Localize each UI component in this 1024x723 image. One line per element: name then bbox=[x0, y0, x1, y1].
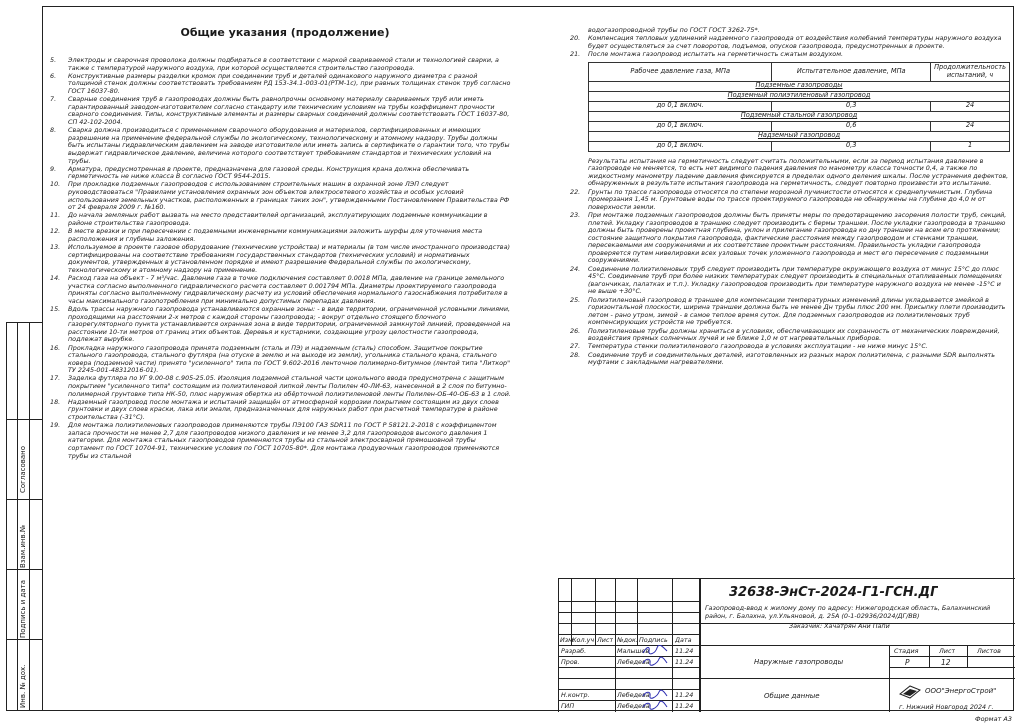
note-text: Арматура, предусмотренная в проекте, предназначена для газовой среды. Конструкция крана должна обеспечивать герметичность не ниже класса В согласно ГОСТ 9544-2015. bbox=[68, 164, 470, 181]
note-item bbox=[50, 375, 512, 398]
right-intro: водогазопроводной трубы по ГОСТ ГОСТ 3262-75*. bbox=[588, 26, 760, 34]
table-header: Испытательное давление, МПа bbox=[772, 62, 931, 81]
date-razrab: 11.24 bbox=[675, 647, 694, 655]
right-column-notes bbox=[570, 27, 1010, 367]
note-text: Соединение полиэтиленовых труб следует производить при температуре окружающего воздуха от минус 15°С до плюс 45°С. Соединение труб при более низких температурах следует производить в специальных отапливаемых помещениях (вагончиках, палатках и т.п.). Укладку газопроводов производить при температуре наружного воздуха не менее -15°С и не выше +30°С. bbox=[588, 264, 1002, 296]
note-text: Для монтажа полиэтиленовых газопроводов применяются трубы ПЭ100 ГАЗ SDR11 по ГОСТ Р 58121.2-2018 с коэффициентом запаса прочности не менее 2,7 для газопроводов низкого давления и не менее 3,2 для газопроводов высокого давления 1 категории. Для монтажа стальных газопроводов применяются трубы из стальной электросварной прямошовной трубы сортамент по ГОСТ 10704-91, технические условия по ГОСТ 10705-80*. Для монтажа продувочных газопроводов применяются трубы из стальной bbox=[68, 421, 500, 460]
role-gip: ГИП bbox=[561, 702, 575, 710]
note-number: 9. bbox=[50, 164, 57, 173]
table-cell: 24 bbox=[931, 121, 1010, 131]
note-item bbox=[50, 212, 512, 227]
document-code: 32638-ЭнСт-2024-Г1-ГСН.ДГ bbox=[729, 585, 939, 600]
note-text: Вдоль трассы наружного газопровода устанавливаются охранные зоны: - в виде территории, ограниченной условными линиями, проходящими на расстоянии 2-х метров с каждой стороны газопровода; - вокруг отдельно стоящего блочного газорегуляторного пункта устанавливается охранная зона в виде территории, ограниченной замкнутой линией, проведенной на расстоянии 10-ти метров от границ этих объектов. Деревья и кустарники, создающие угрозу целостности газопровода, подлежат вырубке. bbox=[68, 304, 511, 344]
name-gip: Лебедева bbox=[617, 702, 650, 710]
note-item bbox=[50, 127, 512, 165]
note-number: 25. bbox=[570, 295, 581, 304]
customer: Заказчик: Хачатрян Ани Папи bbox=[789, 622, 890, 630]
name-nkontr: Лебедева bbox=[617, 691, 650, 699]
side-label-soglasovano: Согласовано bbox=[19, 445, 27, 493]
note-text: Прокладка наружного газопровода принята подземным (сталь и ПЭ) и надземным (сталь) способом. Защитное покрытие стального газопровода, стального футляра (на отуске в землю и на выходе из земли), угольника стального крана, стального ковера (подземной части) принято "усиленного" типа по ГОСТ 9.602-2016 ленточное полимерно-битумное (лентой типа "Литкор" ТУ 2245-001-48312016-01). bbox=[68, 343, 511, 375]
note-number: 8. bbox=[50, 126, 57, 135]
table-group-title: Подземные газопроводы bbox=[589, 81, 1010, 91]
note-number: 11. bbox=[50, 211, 61, 220]
col-head: Изм. bbox=[560, 636, 576, 644]
note-number: 17. bbox=[50, 374, 61, 383]
table-cell: 1 bbox=[931, 141, 1010, 151]
sheet-title: Общие данные bbox=[764, 692, 820, 700]
note-text: В месте врезки и при пересечении с подземными инженерными коммуникациями заложить шурфы для уточнения места расположения и глубины заложения. bbox=[68, 227, 483, 243]
signature-prov-icon bbox=[641, 656, 669, 666]
table-header: Продолжительность испытаний, ч bbox=[931, 62, 1010, 81]
note-text: Электроды и сварочная проволока должны подбираться в соответствии с маркой свариваемой стали и технологией сварки, а также с температурой наружного воздуха, при которой осуществляется строительство газопровода. bbox=[68, 56, 499, 72]
name-razrab: Малышев bbox=[617, 647, 650, 655]
note-number: 12. bbox=[50, 227, 61, 236]
table-header: Рабочее давление газа, МПа bbox=[589, 62, 772, 81]
note-item bbox=[50, 96, 512, 126]
note-number: 28. bbox=[570, 350, 581, 359]
note-item bbox=[570, 51, 1010, 59]
role-prov: Пров. bbox=[561, 658, 580, 666]
date-gip: 11.24 bbox=[675, 702, 694, 710]
note-item bbox=[570, 189, 1010, 212]
stage-value: Р bbox=[905, 658, 910, 667]
object-address: Газопровод-ввод к жилому дому по адресу: Нижегородская область, Балахнинский район, г. Балахна, ул.Ульяновой, д. 25А (0-1-02936/2024/ДГ/ВВ) bbox=[705, 605, 991, 620]
role-razrab: Разраб. bbox=[561, 647, 587, 655]
note-number: 22. bbox=[570, 187, 581, 196]
table-cell: 24 bbox=[931, 101, 1010, 111]
note-number: 24. bbox=[570, 264, 581, 273]
table-subgroup: Надземный газопровод bbox=[589, 131, 1010, 141]
note-item bbox=[50, 181, 512, 211]
table-subgroup: Подземный полиэтиленовый газопровод bbox=[589, 91, 1010, 101]
note-text: Сварка должна производиться с применением сварочного оборудования и материалов, сертифицированных и имеющих разрешение на применение федеральной службы по экологическому, технологическому и атомному надзору. Трубы должны быть испытаны гидравлическим давлением на заводе изготовителе или иметь запись в сертификате о гарантии того, что трубы выдержат гидравлическое давление, величина которого соответствует требованиям стандартов и технических условий на трубы. bbox=[68, 126, 510, 165]
note-item bbox=[50, 345, 512, 375]
note-number: 23. bbox=[570, 210, 581, 219]
date-nkontr: 11.24 bbox=[675, 691, 694, 699]
sheet-head: Лист bbox=[939, 647, 956, 655]
role-nkontr: Н.контр. bbox=[561, 691, 590, 699]
col-head: Подпись bbox=[639, 636, 668, 644]
note-text: Конструктивные размеры разделки кромок при соединении труб и деталей одинакового наружного диаметра с разной толщиной стенок должны соответствовать требованиям РД 153-34.1-003-01(РТМ-1с), при равных толщинах стенок труб согласно ГОСТ 16037-80. bbox=[68, 71, 511, 95]
name-prov: Лебедева bbox=[617, 658, 650, 666]
signature-razrab-icon bbox=[641, 645, 669, 655]
table-cell: до 0,1 включ. bbox=[589, 121, 772, 131]
col-head: Дата bbox=[675, 636, 692, 644]
col-head: Лист bbox=[597, 636, 614, 644]
table-cell: до 0,1 включ. bbox=[589, 141, 772, 151]
test-results-note: Результаты испытания на герметичность следует считать положительными, если за период испытания давление в газопроводе не меняется, то есть нет видимого падения давления по манометру класса точности 0,4, а также по жидкостному манометру падение давления фиксируется в пределах одного деления шкалы. После устранения дефектов, обнаруженных в результате испытания газопровода на герметичность, следует повторно произвести это испытание. bbox=[588, 156, 1009, 188]
side-label-podpis-data: Подпись и дата bbox=[19, 580, 27, 638]
note-number: 15. bbox=[50, 304, 61, 313]
signature-nkontr-icon bbox=[641, 689, 669, 699]
pressure-table bbox=[588, 62, 1010, 152]
note-text: До начала земляных работ вызвать на место представителей организаций, эксплуатирующих подземные коммуникации в районе строительства газопровода. bbox=[68, 211, 488, 228]
sheets-head: Листов bbox=[977, 647, 1001, 655]
note-text: Полиэтиленовые трубы должны храниться в условиях, обеспечивающих их сохранность от механических повреждений, воздействия прямых солнечных лучей и не ближе 1,0 м от нагревательных приборов. bbox=[588, 326, 1000, 343]
note-item bbox=[570, 297, 1010, 327]
section-title: Наружные газопроводы bbox=[754, 658, 844, 666]
note-number: 20. bbox=[570, 34, 581, 43]
company-logo-icon bbox=[897, 682, 923, 700]
note-number: 10. bbox=[50, 180, 61, 189]
note-item bbox=[570, 266, 1010, 296]
note-text: Сварные соединения труб в газопроводах должны быть равнопрочны основному материалу свариваемых труб или иметь гарантированный заводом-изготовителем согласно стандарту или техническим условиям на трубы коэффициент прочности сварного соединения. Типы, конструктивные элементы и размеры сварных соединений должны соответствовать ГОСТ 16037-80, СП 42-102-2004. bbox=[68, 95, 510, 126]
note-item bbox=[50, 275, 512, 305]
note-number: 26. bbox=[570, 326, 581, 335]
note-text: При монтаже подземных газопроводов должны быть приняты меры по предотвращению засорения полости труб, секций, плетей. Укладку газопроводов в траншею следует производить с бермы траншеи. После укладки газопровода в траншею должны быть проверены проектная глубина, уклон и прилегание газопровода ко дну траншеи на всем его протяжении; состояние защитного покрытия газопровода, фактические расстояния между газопроводом и стенками траншеи, пересекаемыми им сооружениями и их соответствие проектным расстояниям. Правильность укладки газопровода проверяется путем нивелировки всех узловых точек уложенного газопровода и мест его пересечения с подземными сооружениями. bbox=[588, 210, 1007, 265]
sheet-number: 12 bbox=[941, 658, 951, 667]
note-number: 7. bbox=[50, 95, 57, 104]
company-name: ООО"ЭнергоСтрой" bbox=[925, 687, 997, 695]
note-text: Соединение труб и соединительных деталей, изготовленных из разных марок полиэтилена, с разными SDR выполнять муфтами с закладными нагревателями. bbox=[588, 350, 996, 367]
note-text: Надземный газопровод после монтажа и испытаний защищён от атмосферной коррозии покрытием состоящим из двух слоев грунтовки и двух слоев краски, лака или эмали, предназначенных для наружных работ при расчетной температуре в районе строительства (-31°С). bbox=[68, 397, 499, 422]
note-text: Температура стенки полиэтиленового газопровода в условиях эксплуатации - не ниже минус 15°С. bbox=[588, 342, 928, 351]
note-item bbox=[50, 306, 512, 344]
sheet-format: Формат А3 bbox=[974, 715, 1012, 723]
side-label-inv-dok: Инв. № дох. bbox=[19, 664, 27, 708]
stage-head: Стадия bbox=[894, 647, 919, 655]
note-number: 13. bbox=[50, 243, 61, 251]
title-block bbox=[558, 578, 1015, 712]
table-cell: 0,6 bbox=[772, 121, 931, 131]
note-item bbox=[570, 343, 1010, 351]
note-item bbox=[570, 352, 1010, 367]
date-prov: 11.24 bbox=[675, 658, 694, 666]
note-item bbox=[570, 212, 1010, 265]
note-item bbox=[50, 57, 512, 72]
note-number: 18. bbox=[50, 397, 61, 406]
note-item bbox=[50, 422, 512, 460]
table-subgroup: Подземный стальной газопровод bbox=[589, 111, 1010, 121]
note-text: Полиэтиленовый газопровод в траншее для компенсации температурных изменений длины укладывается змейкой в горизонтальной плоскости, ширина траншеи должна быть не менее Дн трубы плюс 200 мм. Присыпку плети производить летом - рано утром, зимой - в самое теплое время суток. Для подземных газопроводов из полиэтиленовых труб компенсирующих устройств не требуется. bbox=[588, 295, 1006, 327]
table-cell: до 0,1 включ. bbox=[589, 101, 772, 111]
note-item bbox=[50, 228, 512, 243]
company-city: г. Нижний Новгород 2024 г. bbox=[899, 703, 994, 711]
note-text: Компенсация тепловых удлинений надземного газопровода от воздействия колебаний температуры наружного воздуха будет осуществляться за счет поворотов, подъемов, опусков газопровода, предусмотренных в проекте. bbox=[588, 34, 1002, 50]
table-cell: 0,3 bbox=[772, 141, 931, 151]
note-item bbox=[50, 166, 512, 181]
note-number: 19. bbox=[50, 421, 61, 430]
note-item bbox=[50, 399, 512, 422]
note-text: Используемое в проекте газовое оборудование (технические устройства) и материалы (в том числе иностранного производства) сертифицированы на соответствие требованиям государственных стандартов (технических условий) и нормативных документов, утвержденных в установленном порядке и имеют разрешение Федеральной службы по экологическому, технологическому и атомному надзору на применение. bbox=[68, 243, 510, 274]
signature-gip-icon bbox=[641, 700, 669, 710]
table-cell: 0,3 bbox=[772, 101, 931, 111]
left-column-notes bbox=[50, 57, 512, 461]
col-head: Кол.уч bbox=[572, 636, 595, 644]
note-text: После монтажа газопровод испытать на герметичность сжатым воздухом. bbox=[588, 49, 844, 58]
note-text: При прокладке подземных газопроводов с использованием строительных машин в охранной зоне ЛЭП следует руководствоваться "Правилами установления охранных зон объектов электросетевого хозяйства и особых условий использования земельных участков, расположенных в границах таких зон", утвержденными Постановлением Правительства РФ от 24 февраля 2009 г. №160. bbox=[68, 180, 510, 212]
side-label-vzam-inv: Взам.инв.№ bbox=[19, 524, 27, 568]
note-number: 21. bbox=[570, 49, 581, 58]
note-number: 27. bbox=[570, 342, 581, 351]
side-strip bbox=[6, 322, 42, 711]
note-text: Грунты по трассе газопровода относятся по степени морозной пучинистости относятся к среднепучинистым. Глубина промерзания 1,45 м. Грунтовые воды по трассе проектируемого газопровода не обнаружены на глубине до 4,0 м от поверхности земли. bbox=[588, 187, 993, 211]
note-item bbox=[570, 35, 1010, 50]
col-head: №док. bbox=[617, 636, 638, 644]
note-item bbox=[50, 73, 512, 96]
note-item bbox=[570, 328, 1010, 343]
note-number: 6. bbox=[50, 71, 57, 80]
page-title: Общие указания (продолжение) bbox=[180, 26, 390, 39]
note-text: Заделка футляра по УГ 9.00-08 с.905-25.05. Изоляция подземной стальной части цокольного ввода предусмотрена с защитным покрытием "усиленного типа" состоящим из полиэтиленовой липкой ленты Полилен 40-ЛИ-63, нанесенной в 2 слоя по битумно-полимерной грунтовке типа НК-50, плюс наружная обертка из обёрточной полиэтиленовой ленты Полилен-ОБ-40-ОБ-63 в 1 слой. bbox=[68, 374, 511, 398]
note-text: Расход газа на объект - 7 м³/час. Давление газа в точке подключения составляет 0.0018 МПа, давление на границе земельного участка согласно выполненного гидравлического расчета составляет 0.001794 МПа. Диаметры проектируемого газопровода приняты согласно выполненному гидравлическому расчету из условий обеспечения нормального газоснабжения потребителя в часы максимального газопотребления при минимально допустимых перепадах давления. bbox=[68, 273, 508, 305]
note-number: 5. bbox=[50, 56, 57, 64]
note-number: 14. bbox=[50, 273, 61, 282]
note-number: 16. bbox=[50, 343, 61, 352]
note-item bbox=[50, 244, 512, 274]
